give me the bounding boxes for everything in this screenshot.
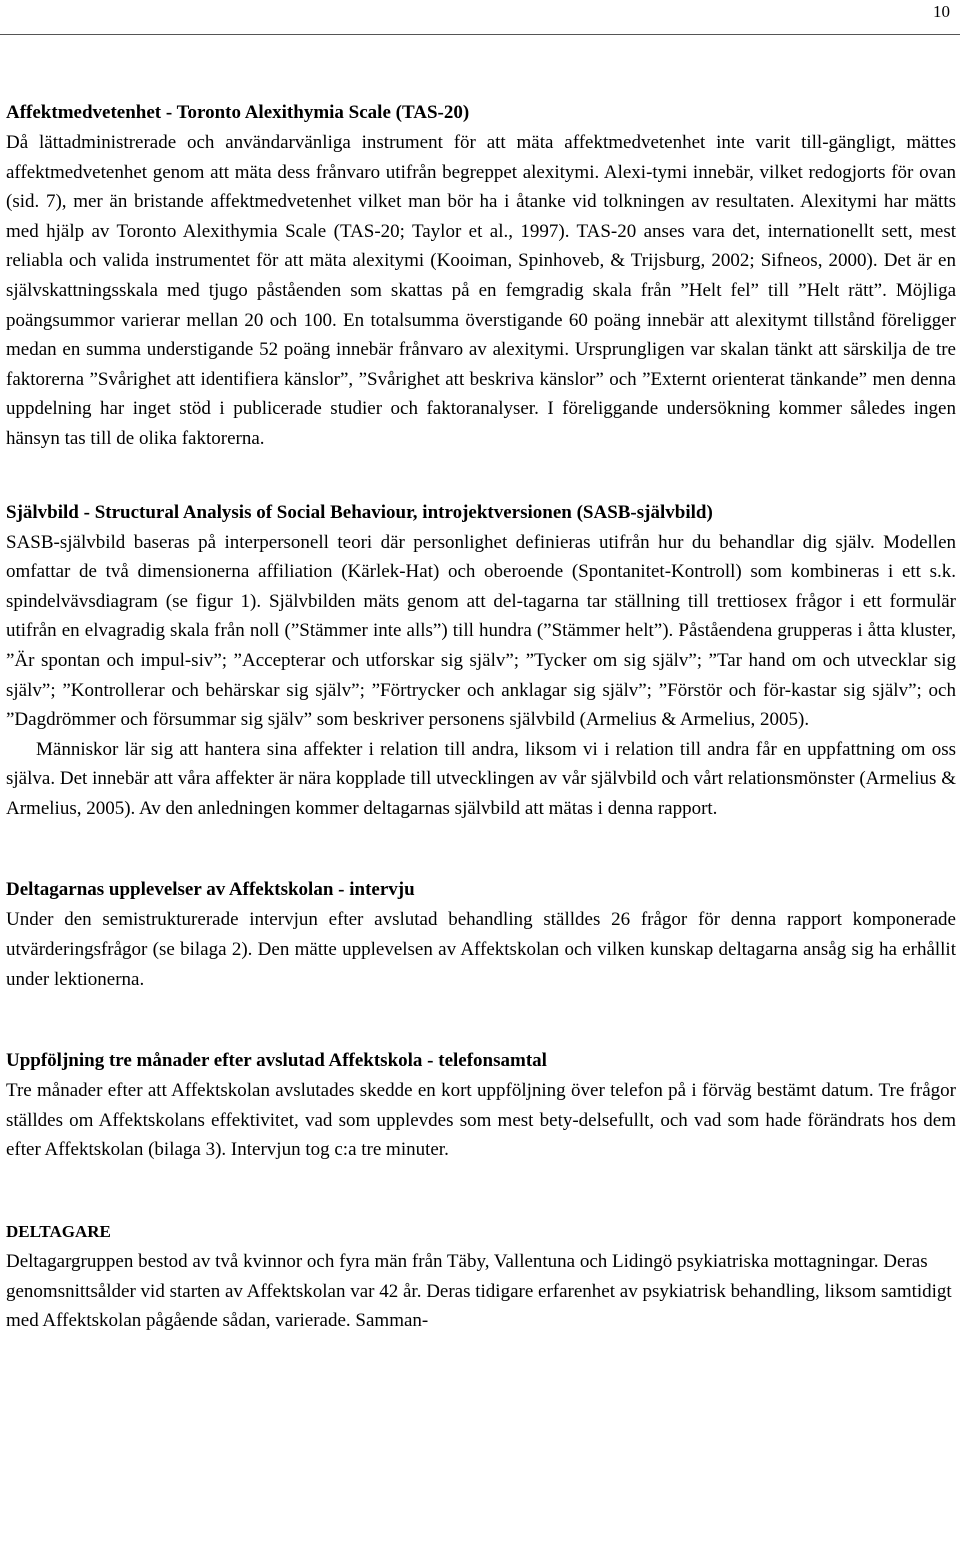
paragraph: Då lättadministrerade och användarvänliga instrument för att mäta affektmedvetenhet inte varit till-gängligt, mättes affektmedvetenhet genom att mäta dess frånvaro utifrån begreppet alexitymi. Alexi-tymi innebär, vilket redogjorts för ovan (sid. 7), mer än bristande affektmedvetenhet vilket man bör ha i åtanke vid tolkningen av resultaten. Alexitymi har mätts med hjälp av Toronto Alexithymia Scale (TAS-20; Taylor et al., 1997). TAS-20 anses vara det, internationellt sett, mest reliabla och valida instrumentet för att mäta alexitymi (Kooiman, Spinhoveb, & Trijsburg, 2002; Sifneos, 2000). Det är en självskattningsskala med tjugo påståenden som skattas på en femgradig skala från ”Helt fel” till ”Helt rätt”. Möjliga poängsummor varierar mellan 20 och 100. En totalsumma överstigande 60 poäng innebär att alexitymt tillstånd föreligger medan en summa understigande 52 poäng innebär frånvaro av alexitymi. Ursprungligen var skalan tänkt att särskilja de tre faktorerna ”Svårighet att identifiera känslor”, ”Svårighet att beskriva känslor” och ”Externt orienterat tänkande” men denna uppdelning har inget stöd i publicerade studier och faktoranalyser. I föreliggande undersökning kommer således ingen hänsyn tas till de olika faktorerna. xyxy=(6,132,956,449)
paragraph: Tre månader efter att Affektskolan avslutades skedde en kort uppföljning över telefon på i förväg bestämt datum. Tre frågor ställdes om Affektskolans effektivitet, vad som upplevdes som mest bety-delsefullt, och vad som hade förändrats hos dem efter Affektskolan (bilaga 3). Intervjun tog c:a tre minuter. xyxy=(6,1080,956,1161)
page-number: 10 xyxy=(933,2,950,21)
section-tas20 xyxy=(6,98,956,454)
paragraph: SASB-självbild baseras på interpersonell teori där personlighet definieras utifrån hur du behandlar dig själv. Modellen omfattar de två dimensionerna affiliation (Kärlek-Hat) och oberoende (Spontanitet-Kontroll) som kombineras i ett s.k. spindelvävsdiagram (se figur 1). Självbilden mäts genom att del-tagarna tar ställning till trettiosex frågor i ett formulär utifrån en elvagradig skala från noll (”Stämmer inte alls”) till hundra (”Stämmer helt”). Påståendena grupperas i åtta kluster, ”Är spontan och impul-siv”; ”Accepterar och utforskar sig själv”; ”Tycker om sig själv”; ”Tar hand om och utvecklar sig själv”; ”Kontrollerar och behärskar sig själv”; ”Förtrycker och anklagar sig själv”; ”Förstör och för-kastar sig själv”; och ”Dagdrömmer och försummar sig själv” som beskriver personens självbild (Armelius & Armelius, 2005). xyxy=(6,531,956,731)
section-gap xyxy=(6,1165,956,1217)
paragraph: Deltagargruppen bestod av två kvinnor och fyra män från Täby, Vallentuna och Lidingö psykiatriska mottagningar. Deras genomsnittsålder vid starten av Affektskolan var 42 år. Deras tidigare erfarenhet av psykiatrisk behandling, liksom samtidigt med Affektskolan pågående sådan, varierade. Samman- xyxy=(6,1251,952,1332)
document-body xyxy=(6,98,956,1336)
paragraph: Människor lär sig att hantera sina affekter i relation till andra, liksom vi i relation till andra får en uppfattning om oss själva. Det innebär att våra affekter är nära kopplade till utvecklingen av vår självbild och vårt relationsmönster (Armelius & Armelius, 2005). Av den anledningen kommer deltagarnas självbild att mätas i denna rapport. xyxy=(6,738,956,819)
section-gap xyxy=(6,454,956,498)
section-heading: Deltagarnas upplevelser av Affektskolan - intervju xyxy=(6,879,415,901)
section-sasb xyxy=(6,498,956,824)
section-heading: Uppföljning tre månader efter avslutad Affektskola - telefonsamtal xyxy=(6,1050,547,1072)
section-heading: Affektmedvetenhet - Toronto Alexithymia Scale (TAS-20) xyxy=(6,102,470,123)
section-interview xyxy=(6,875,956,994)
section-participants xyxy=(6,1217,956,1336)
header-rule xyxy=(0,34,960,35)
paragraph: Under den semistrukturerade intervjun efter avslutad behandling ställdes 26 frågor för denna rapport komponerade utvärderingsfrågor (se bilaga 2). Den mätte upplevelsen av Affektskolan och vilken kunskap deltagarna ansåg sig ha erhållit under lektionerna. xyxy=(6,909,956,990)
section-heading: Självbild - Structural Analysis of Social Behaviour, introjektversionen (SASB-självbild) xyxy=(6,501,713,523)
section-followup xyxy=(6,1046,956,1165)
section-gap xyxy=(6,823,956,875)
section-gap xyxy=(6,994,956,1046)
section-heading: DELTAGARE xyxy=(6,1222,111,1242)
